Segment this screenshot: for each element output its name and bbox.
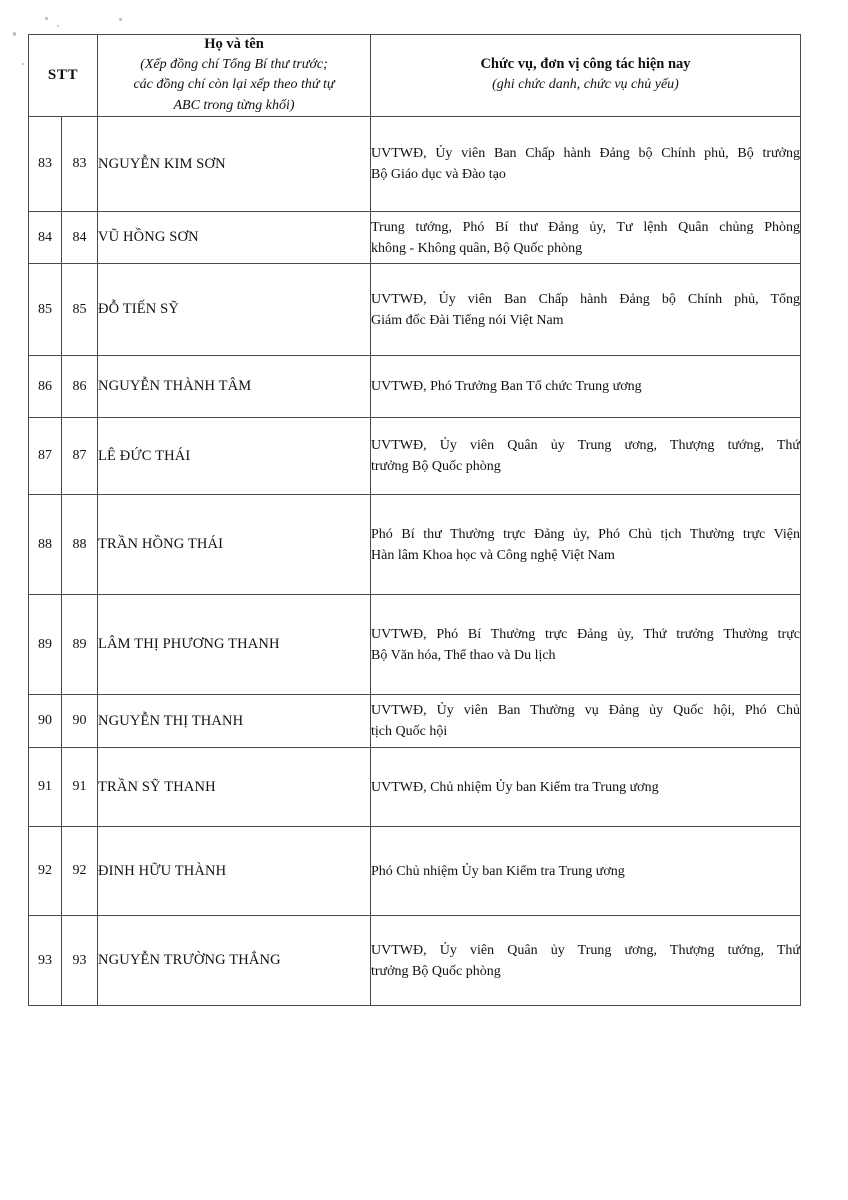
table-header-row <box>29 35 801 117</box>
person-name: NGUYỄN TRƯỜNG THẮNG <box>98 916 371 1006</box>
row-number-secondary: 88 <box>62 495 98 595</box>
row-number-primary: 90 <box>29 695 62 748</box>
person-position <box>371 695 801 748</box>
scan-speck <box>45 17 48 20</box>
scan-speck <box>57 25 59 27</box>
person-name: ĐỖ TIẾN SỸ <box>98 264 371 356</box>
column-header-name <box>98 35 371 117</box>
person-position-line: không - Không quân, Bộ Quốc phòng <box>371 240 583 256</box>
table-row <box>29 356 801 418</box>
row-number-primary: 83 <box>29 117 62 212</box>
person-position-line: UVTWĐ, Chủ nhiệm Ủy ban Kiểm tra Trung ương <box>371 779 659 795</box>
person-name: VŨ HỒNG SƠN <box>98 212 371 264</box>
person-name: NGUYỄN KIM SƠN <box>98 117 371 212</box>
column-header-name-note-line-3: ABC trong từng khối) <box>173 97 295 113</box>
personnel-table <box>28 34 801 1006</box>
table-header <box>29 35 801 117</box>
row-number-secondary: 85 <box>62 264 98 356</box>
column-header-position-note: (ghi chức danh, chức vụ chủ yếu) <box>492 77 679 93</box>
scan-speck <box>13 32 16 36</box>
column-header-name-note-line-2: các đồng chí còn lại xếp theo thứ tự <box>133 77 335 93</box>
row-number-secondary: 93 <box>62 916 98 1006</box>
row-number-secondary: 90 <box>62 695 98 748</box>
person-position <box>371 916 801 1006</box>
table-row <box>29 418 801 495</box>
table-row <box>29 495 801 595</box>
table-row <box>29 117 801 212</box>
row-number-primary: 87 <box>29 418 62 495</box>
person-name: ĐINH HỮU THÀNH <box>98 827 371 916</box>
table-row <box>29 695 801 748</box>
person-position <box>371 264 801 356</box>
person-position <box>371 827 801 916</box>
person-name: TRẦN HỒNG THÁI <box>98 495 371 595</box>
row-number-primary: 85 <box>29 264 62 356</box>
row-number-primary: 92 <box>29 827 62 916</box>
row-number-secondary: 83 <box>62 117 98 212</box>
row-number-primary: 93 <box>29 916 62 1006</box>
person-name: NGUYỄN THỊ THANH <box>98 695 371 748</box>
column-header-position <box>371 35 801 117</box>
person-position-line: UVTWĐ, Ủy viên Quân ủy Trung ương, Thượng tướng, Thứ <box>371 942 800 958</box>
row-number-secondary: 84 <box>62 212 98 264</box>
person-position <box>371 748 801 827</box>
person-position <box>371 212 801 264</box>
person-position <box>371 117 801 212</box>
column-header-name-note <box>98 55 370 116</box>
person-position-line: UVTWĐ, Phó Bí Thường trực Đảng ủy, Thứ trưởng Thường trực <box>371 626 800 642</box>
table-row <box>29 916 801 1006</box>
table-body <box>29 117 801 1006</box>
row-number-secondary: 89 <box>62 595 98 695</box>
person-position-line: UVTWĐ, Ủy viên Ban Chấp hành Đảng bộ Chính phủ, Bộ trưởng <box>371 146 800 162</box>
row-number-secondary: 86 <box>62 356 98 418</box>
person-position-line: UVTWĐ, Ủy viên Quân ủy Trung ương, Thượng tướng, Thứ <box>371 438 800 454</box>
person-position-line: Phó Chủ nhiệm Ủy ban Kiểm tra Trung ương <box>371 863 625 879</box>
scan-speck <box>22 63 24 65</box>
column-header-stt: STT <box>29 35 98 117</box>
person-position-line: UVTWĐ, Ủy viên Ban Thường vụ Đảng ủy Quốc hội, Phó Chủ <box>371 703 800 719</box>
row-number-primary: 91 <box>29 748 62 827</box>
person-name: LÂM THỊ PHƯƠNG THANH <box>98 595 371 695</box>
row-number-primary: 86 <box>29 356 62 418</box>
person-position-line: Bộ Giáo dục và Đào tạo <box>371 167 506 183</box>
person-position-line: Bộ Văn hóa, Thể thao và Du lịch <box>371 647 556 663</box>
row-number-secondary: 92 <box>62 827 98 916</box>
person-position <box>371 356 801 418</box>
person-position-line: trưởng Bộ Quốc phòng <box>371 963 501 979</box>
person-name: TRẦN SỸ THANH <box>98 748 371 827</box>
column-header-position-title: Chức vụ, đơn vị công tác hiện nay <box>480 56 691 73</box>
row-number-secondary: 91 <box>62 748 98 827</box>
scan-speck <box>119 18 122 21</box>
table-row <box>29 595 801 695</box>
person-position-line: tịch Quốc hội <box>371 724 448 740</box>
row-number-secondary: 87 <box>62 418 98 495</box>
person-position-line: Phó Bí thư Thường trực Đảng ủy, Phó Chủ tịch Thường trực Viện <box>371 526 800 542</box>
table-row <box>29 212 801 264</box>
person-position-line: Hàn lâm Khoa học và Công nghệ Việt Nam <box>371 547 615 563</box>
row-number-primary: 88 <box>29 495 62 595</box>
person-position-line: UVTWĐ, Ủy viên Ban Chấp hành Đảng bộ Chính phủ, Tổng <box>371 291 800 307</box>
person-name: NGUYỄN THÀNH TÂM <box>98 356 371 418</box>
person-position-line: Giám đốc Đài Tiếng nói Việt Nam <box>371 312 564 328</box>
person-name: LÊ ĐỨC THÁI <box>98 418 371 495</box>
table-row <box>29 264 801 356</box>
person-position <box>371 418 801 495</box>
person-position-line: UVTWĐ, Phó Trưởng Ban Tổ chức Trung ương <box>371 379 642 395</box>
row-number-primary: 89 <box>29 595 62 695</box>
row-number-primary: 84 <box>29 212 62 264</box>
person-position-line: Trung tướng, Phó Bí thư Đảng ủy, Tư lệnh Quân chủng Phòng <box>371 219 800 235</box>
table-row <box>29 748 801 827</box>
person-position <box>371 495 801 595</box>
table-row <box>29 827 801 916</box>
column-header-name-title: Họ và tên <box>204 36 264 52</box>
column-header-name-note-line-1: (Xếp đồng chí Tổng Bí thư trước; <box>140 57 328 73</box>
person-position <box>371 595 801 695</box>
person-position-line: trưởng Bộ Quốc phòng <box>371 459 501 475</box>
